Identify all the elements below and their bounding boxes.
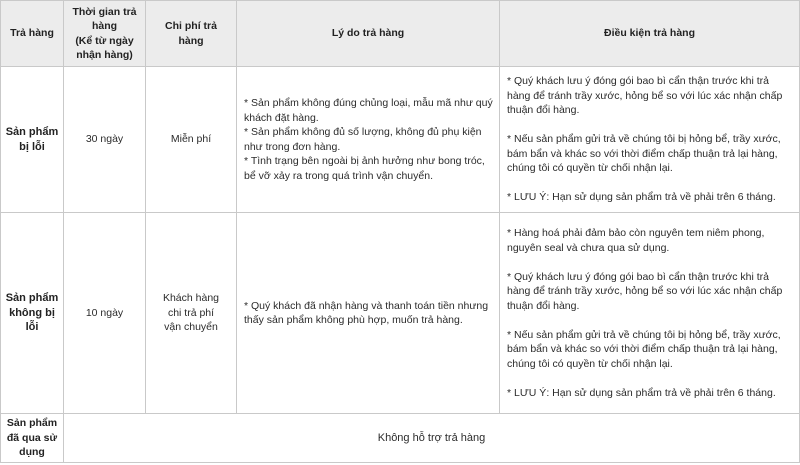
row-defective-fee: Miễn phí (146, 67, 237, 213)
row-defective-conditions (500, 67, 800, 213)
row-used-product (1, 414, 800, 463)
condition-item: * Nếu sản phẩm gửi trả về chúng tôi bị hỏng bể, trầy xước, bám bẩn và khác so với thời điểm chấp thuận trả lại hàng, chúng tôi có quyền từ chối nhận lại. (507, 328, 781, 370)
header-row (1, 1, 800, 67)
row-non-defective-time: 10 ngày (64, 213, 146, 414)
header-return-type: Trả hàng (1, 1, 64, 67)
row-defective-time: 30 ngày (64, 67, 146, 213)
reason-item: * Sản phẩm không đúng chủng loại, mẫu mã như quý khách đặt hàng. (244, 97, 493, 124)
condition-item: * LƯU Ý: Hạn sử dụng sản phẩm trả về phải trên 6 tháng. (507, 386, 776, 399)
condition-item: * Nếu sản phẩm gửi trả về chúng tôi bị hỏng bể, trầy xước, bám bẩn và khác so với thời điểm chấp thuận trả lại hàng, chúng tôi có quyền từ chối nhận lại. (507, 133, 781, 175)
row-non-defective-type: Sản phẩm không bị lỗi (1, 213, 64, 414)
header-return-reason: Lý do trả hàng (237, 1, 500, 67)
header-return-time (64, 1, 146, 67)
header-return-conditions: Điều kiện trả hàng (500, 1, 800, 67)
condition-item: * LƯU Ý: Hạn sử dụng sản phẩm trả về phải trên 6 tháng. (507, 191, 776, 204)
row-used-type: Sản phẩm đã qua sử dụng (1, 414, 64, 463)
header-return-time-text: Thời gian trả hàng (Kể từ ngày nhận hàng) (72, 5, 137, 61)
condition-item: * Quý khách lưu ý đóng gói bao bì cẩn thận trước khi trả hàng để tránh trầy xước, hỏng bể so với lúc xác nhận chấp thuận đổi hàng. (507, 270, 783, 312)
row-non-defective-reasons (237, 213, 500, 414)
row-used-note: Không hỗ trợ trả hàng (64, 414, 800, 463)
reason-item: * Quý khách đã nhận hàng và thanh toán tiền nhưng thấy sản phẩm không phù hợp, muốn trả hàng. (244, 299, 489, 326)
condition-item: * Quý khách lưu ý đóng gói bao bì cẩn thận trước khi trả hàng để tránh trầy xước, hỏng bể so với lúc xác nhận chấp thuận đổi hàng. (507, 75, 783, 117)
header-return-fee: Chi phí trả hàng (146, 1, 237, 67)
row-defective-reasons (237, 67, 500, 213)
row-non-defective-fee: Khách hàng chi trả phí vận chuyển (146, 213, 237, 414)
reason-item: * Sản phẩm không đủ số lượng, không đủ phụ kiện như trong đơn hàng. (244, 126, 482, 153)
condition-item: * Hàng hoá phải đảm bảo còn nguyên tem niêm phong, nguyên seal và chưa qua sử dụng. (507, 227, 765, 254)
reason-item: * Tình trạng bên ngoài bị ảnh hưởng như bong tróc, bể vỡ xảy ra trong quá trình vận chuyển. (244, 155, 485, 182)
row-defective-type: Sản phẩm bị lỗi (1, 67, 64, 213)
row-defective-product (1, 67, 800, 213)
row-non-defective-conditions (500, 213, 800, 414)
row-non-defective-product (1, 213, 800, 414)
